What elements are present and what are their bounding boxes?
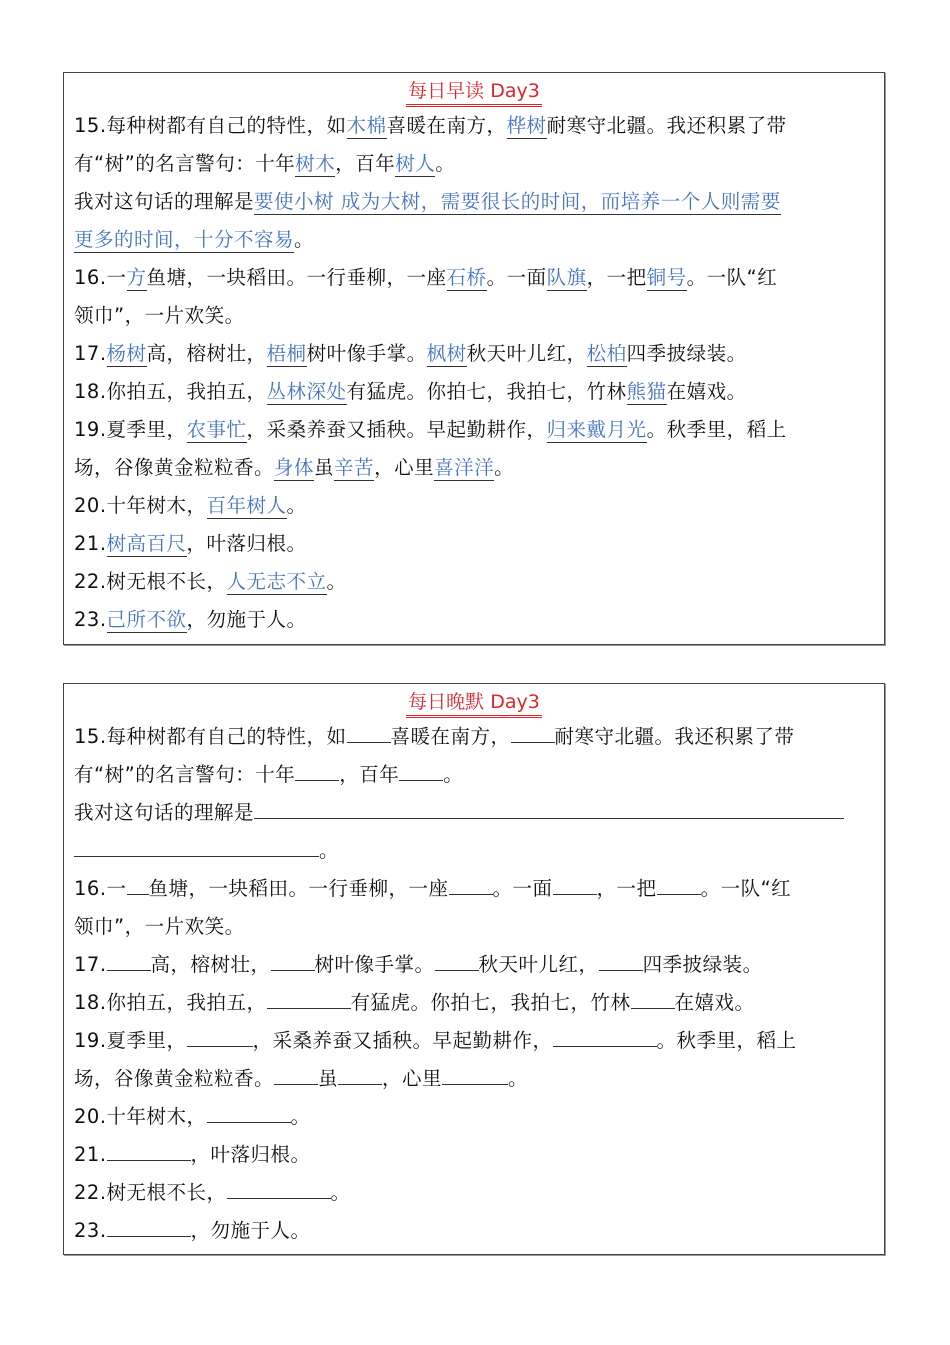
text: ，心里 [382,1067,443,1090]
blank[interactable] [267,988,351,1009]
text: 18.你拍五，我拍五， [74,380,267,403]
blank[interactable] [271,950,315,971]
blank[interactable] [553,1026,657,1047]
text: 。 [294,228,315,251]
text: 16.一 [74,266,127,289]
blank[interactable] [435,950,479,971]
answer: 铜号 [646,266,687,289]
answer: 树高百尺 [106,532,187,555]
answer: 熊猫 [626,380,667,403]
line-16a [74,259,874,297]
answer: 队旗 [546,266,587,289]
answer: 己所不欲 [106,608,187,631]
line-15d [74,221,874,259]
answer: 身体 [274,456,315,479]
text: 在嬉戏。 [666,380,747,403]
blank[interactable] [107,1216,191,1237]
card-title [64,79,884,107]
text: 。秋季里，稻上 [646,418,787,441]
answer: 要使小树 成为大树，需要很长的时间，而培养一个人则需要 [254,190,781,213]
text: ，百年 [339,763,400,786]
text: 耐寒守北疆。我还积累了带 [546,114,787,137]
text: 。 [494,456,515,479]
text: 。 [286,494,307,517]
text: 21. [74,1143,107,1166]
text: 高，榕树壮， [150,953,271,976]
line-23 [74,1212,874,1250]
answer: 枫树 [426,342,467,365]
content-lines [64,718,884,1250]
text: 22.树无根不长， [74,570,227,593]
line-18 [74,984,874,1022]
blank[interactable] [338,1064,382,1085]
text: ，勿施于人。 [186,608,307,631]
text: 。 [435,152,456,175]
title-text: 每日晚默 Day3 [406,690,542,718]
text: 。一队“红 [686,266,778,289]
blank[interactable] [449,874,493,895]
line-19b [74,1060,874,1098]
answer: 百年树人 [206,494,287,517]
blank[interactable] [74,836,319,857]
blank[interactable] [274,1064,318,1085]
text: 高，榕树壮， [146,342,267,365]
text: 四季披绿装。 [626,342,747,365]
line-15d [74,832,874,870]
text: 在嬉戏。 [674,991,755,1014]
line-23 [74,601,874,639]
line-20 [74,487,874,525]
text: 鱼塘，一块稻田。一行垂柳，一座 [146,266,447,289]
blank[interactable] [107,950,151,971]
text: 。 [290,1105,311,1128]
text: 。 [330,1181,351,1204]
answer: 人无志不立 [226,570,327,593]
blank[interactable] [254,798,844,819]
text: 20.十年树木， [74,1105,207,1128]
evening-dictation-card [63,683,885,1255]
text: 树叶像手掌。 [306,342,427,365]
text: 。 [319,839,340,862]
text: 有“树”的名言警句：十年 [74,152,296,175]
text: 19.夏季里， [74,418,187,441]
title-text: 每日早读 Day3 [406,79,542,107]
text: 15.每种树都有自己的特性，如 [74,114,347,137]
text: 19.夏季里， [74,1029,187,1052]
text: 秋天叶儿红， [478,953,599,976]
text: 四季披绿装。 [642,953,763,976]
line-17 [74,335,874,373]
text: 21. [74,532,107,555]
text: 鱼塘，一块稻田。一行垂柳，一座 [148,877,449,900]
text: 我对这句话的理解是 [74,190,255,213]
card-title [64,690,884,718]
line-22 [74,563,874,601]
text: 我对这句话的理解是 [74,801,255,824]
text: ，采桑养蚕又插秧。早起勤耕作， [246,418,547,441]
answer: 树人 [395,152,436,175]
text: 17. [74,953,107,976]
line-15c [74,183,874,221]
text: 。秋季里，稻上 [656,1029,797,1052]
text: 20.十年树木， [74,494,207,517]
text: 有猛虎。你拍七，我拍七，竹林 [346,380,627,403]
line-15c [74,794,874,832]
answer: 石桥 [446,266,487,289]
text: 18.你拍五，我拍五， [74,991,267,1014]
line-21 [74,1136,874,1174]
answer: 木棉 [346,114,387,137]
text: 喜暖在南方， [390,725,511,748]
text: ，心里 [374,456,435,479]
text: 。 [326,570,347,593]
text: ，叶落归根。 [190,1143,311,1166]
line-15b [74,756,874,794]
text: 。 [508,1067,529,1090]
text: 场，谷像黄金粒粒香。 [74,1067,275,1090]
text: ，百年 [335,152,396,175]
answer: 桦树 [506,114,547,137]
blank[interactable] [127,874,149,895]
answer: 更多的时间，十分不容易 [74,228,295,251]
line-18 [74,373,874,411]
text: 。一面 [486,266,547,289]
line-15a [74,718,874,756]
text: ，一把 [596,877,657,900]
line-17 [74,946,874,984]
answer: 归来戴月光 [546,418,647,441]
blank[interactable] [657,874,701,895]
blank[interactable] [187,1026,253,1047]
line-21 [74,525,874,563]
blank[interactable] [295,760,339,781]
text: 22.树无根不长， [74,1181,227,1204]
text: 。一队“红 [700,877,792,900]
answer: 杨树 [106,342,147,365]
blank[interactable] [599,950,643,971]
text: 秋天叶儿红， [466,342,587,365]
blank[interactable] [553,874,597,895]
blank[interactable] [207,1102,291,1123]
text: 。 [443,763,464,786]
answer: 农事忙 [186,418,247,441]
line-19b [74,449,874,487]
line-16a [74,870,874,908]
line-16b [74,297,874,335]
blank[interactable] [631,988,675,1009]
text: 耐寒守北疆。我还积累了带 [554,725,795,748]
text: ，一把 [586,266,647,289]
blank[interactable] [347,722,391,743]
line-19a [74,1022,874,1060]
text: 。一面 [492,877,553,900]
line-15b [74,145,874,183]
text: ，勿施于人。 [190,1219,311,1242]
answer: 方 [126,266,147,289]
text: 虽 [318,1067,339,1090]
text: 喜暖在南方， [386,114,507,137]
answer: 梧桐 [266,342,307,365]
text: 领巾”，一片欢笑。 [74,304,245,327]
blank[interactable] [227,1178,331,1199]
text: 15.每种树都有自己的特性，如 [74,725,347,748]
text: 虽 [314,456,335,479]
line-19a [74,411,874,449]
answer: 喜洋洋 [434,456,495,479]
content-lines [64,107,884,639]
answer: 辛苦 [334,456,375,479]
line-22 [74,1174,874,1212]
answer: 丛林深处 [266,380,347,403]
text: 23. [74,1219,107,1242]
blank[interactable] [107,1140,191,1161]
morning-reading-card [63,72,885,645]
blank[interactable] [442,1064,508,1085]
text: 有“树”的名言警句：十年 [74,763,296,786]
text: ，采桑养蚕又插秧。早起勤耕作， [252,1029,553,1052]
text: 场，谷像黄金粒粒香。 [74,456,275,479]
blank[interactable] [399,760,443,781]
line-16b [74,908,874,946]
text: 树叶像手掌。 [314,953,435,976]
text: ，叶落归根。 [186,532,307,555]
line-15a [74,107,874,145]
text: 17. [74,342,107,365]
text: 领巾”，一片欢笑。 [74,915,245,938]
answer: 松柏 [586,342,627,365]
answer: 树木 [295,152,336,175]
text: 23. [74,608,107,631]
text: 16.一 [74,877,127,900]
blank[interactable] [511,722,555,743]
line-20 [74,1098,874,1136]
text: 有猛虎。你拍七，我拍七，竹林 [350,991,631,1014]
